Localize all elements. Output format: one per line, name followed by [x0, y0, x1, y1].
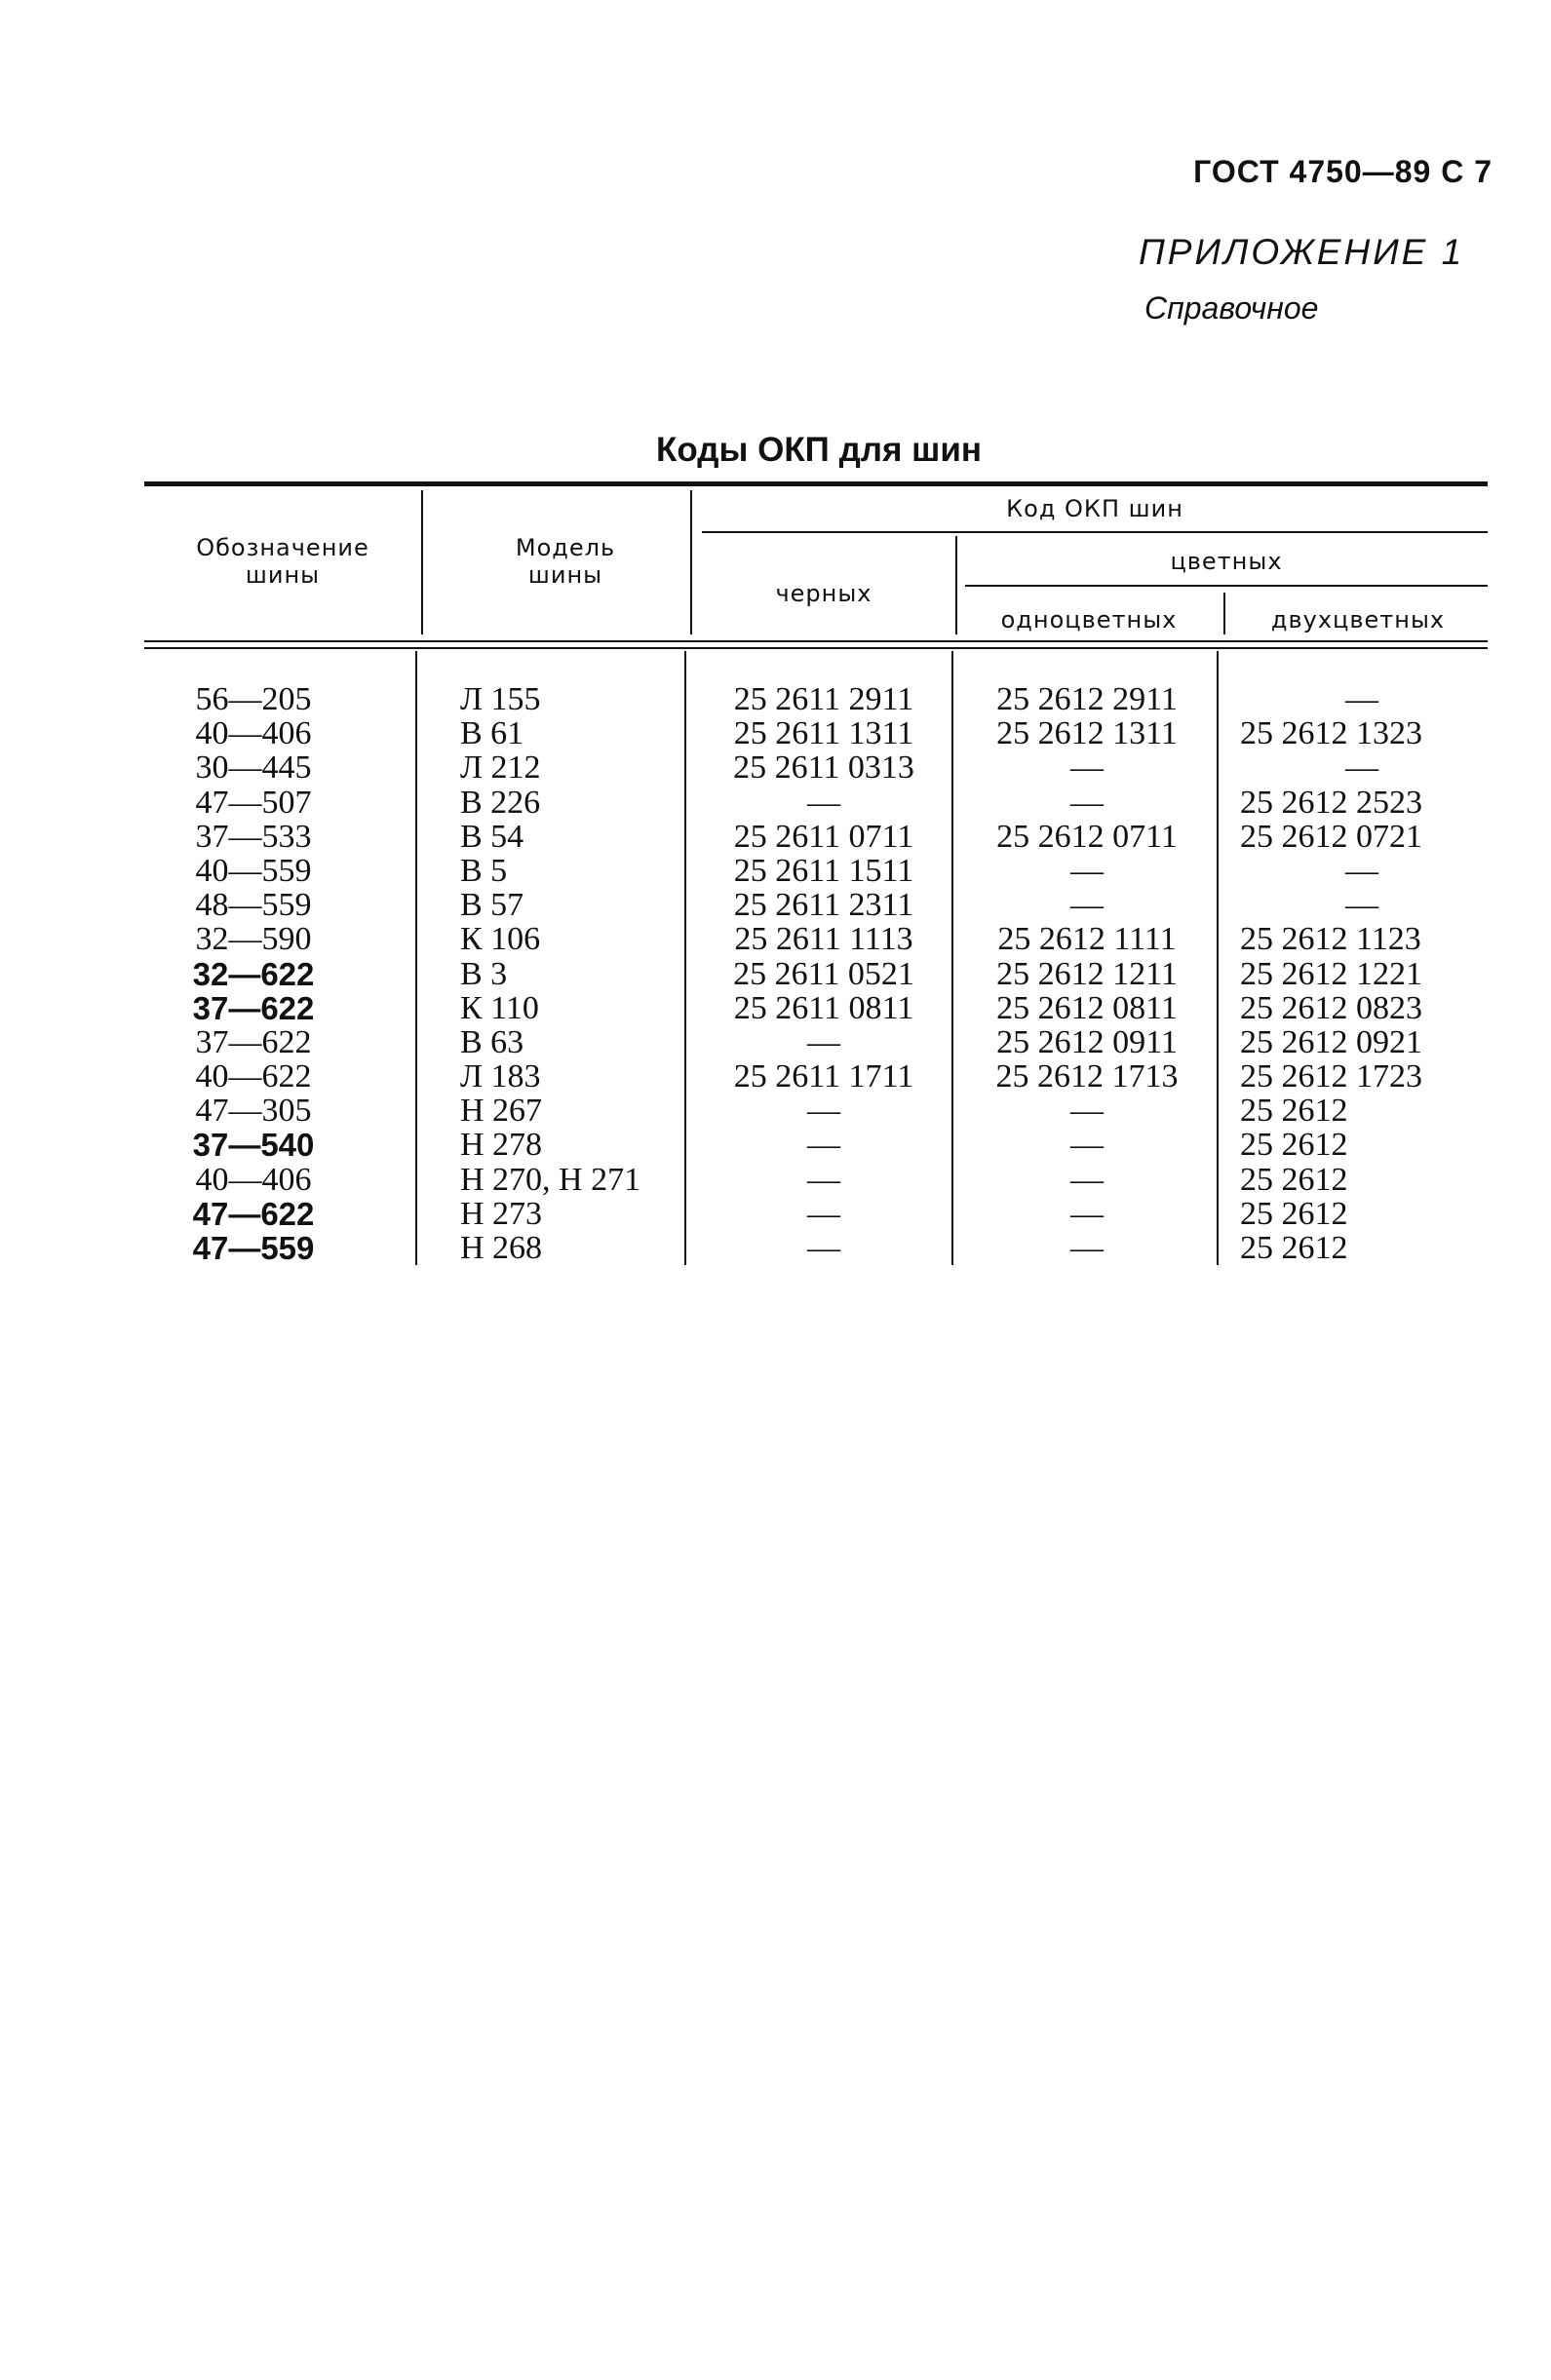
table-cell: 25 2612 1723 [1240, 1058, 1422, 1095]
cell-text: — [1345, 887, 1378, 924]
table-cell: — [1070, 1195, 1104, 1232]
table-cell: В 57 [460, 887, 524, 924]
col-divider-3-body [951, 651, 953, 1265]
table-cell: 25 2611 1113 [734, 921, 913, 958]
table-cell: Л 212 [460, 749, 541, 787]
header-black: черных [775, 580, 872, 607]
table-cell: — [807, 1023, 840, 1060]
table-cell: 25 2612 2523 [1240, 784, 1422, 821]
table-cell: Н 268 [460, 1230, 543, 1266]
table-cell: 25 2612 1323 [1240, 715, 1422, 752]
table-cell: 25 2611 2911 [733, 681, 914, 717]
table-cell: 37—622 [192, 989, 315, 1026]
table-cell: Н 267 [460, 1093, 543, 1130]
table-cell: 25 2612 [1240, 1230, 1348, 1266]
table-cell: 25 2612 1311 [996, 715, 1178, 752]
table-cell: 40—622 [195, 1058, 312, 1095]
cell-text: — [1345, 749, 1378, 787]
table-cell: — [1070, 1230, 1104, 1266]
table-cell: 25 2612 2911 [996, 681, 1178, 717]
colored-under-rule [965, 585, 1488, 587]
table-cell: В 63 [460, 1023, 524, 1060]
table-cell: — [1070, 749, 1104, 787]
table-cell: В 226 [460, 784, 541, 821]
table-cell: 25 2611 1511 [733, 852, 914, 889]
appendix-label: ПРИЛОЖЕНИЕ 1 [1139, 232, 1465, 272]
table-cell: 25 2612 0721 [1240, 818, 1422, 855]
table-cell: 47—559 [192, 1230, 315, 1266]
table-top-rule [144, 481, 1488, 486]
table-cell: 25 2612 1211 [996, 955, 1178, 992]
table-cell: — [1070, 784, 1104, 821]
table-cell: 47—622 [192, 1195, 315, 1232]
table-cell: 25 2611 0313 [733, 749, 914, 787]
col-divider-1 [421, 490, 423, 634]
table-cell: — [807, 1093, 840, 1130]
table-cell [1240, 888, 1484, 922]
table-cell: 25 2611 1311 [733, 715, 914, 752]
table-cell: 25 2612 0823 [1240, 989, 1422, 1026]
table-cell: — [1070, 1127, 1104, 1164]
table-title: Коды ОКП для шин [655, 431, 982, 469]
table-cell: 25 2612 [1240, 1195, 1348, 1232]
table-cell: 47—305 [195, 1093, 312, 1130]
header-bottom-rule [144, 640, 1488, 642]
table-cell: 25 2611 1711 [733, 1058, 914, 1095]
table-cell: 37—533 [195, 818, 312, 855]
table-cell: 40—559 [195, 852, 312, 889]
table-cell: 25 2612 1123 [1240, 921, 1421, 958]
table-cell: 48—559 [195, 887, 312, 924]
header-colored: цветных [1170, 548, 1283, 575]
header-designation: Обозначение шины [196, 534, 369, 589]
table-cell: К 106 [460, 921, 541, 958]
table-cell: 25 2612 [1240, 1127, 1348, 1164]
header-model: Модель шины [515, 534, 616, 589]
col-divider-2-body [684, 651, 686, 1265]
table-cell [1240, 750, 1484, 785]
table-cell: 32—622 [192, 955, 315, 992]
table-cell: 25 2612 1221 [1240, 955, 1422, 992]
column-model [460, 682, 640, 1265]
cell-text: — [1345, 681, 1378, 717]
table-cell: 25 2612 1713 [995, 1058, 1179, 1095]
table-cell: Н 270, Н 271 [460, 1161, 641, 1198]
cell-text: — [1345, 852, 1378, 889]
table-cell: Н 278 [460, 1127, 543, 1164]
table-cell: 40—406 [195, 1161, 312, 1198]
table-cell [1240, 854, 1484, 888]
table-cell: 30—445 [195, 749, 312, 787]
table-cell: — [807, 1127, 840, 1164]
table-cell: — [807, 1230, 840, 1266]
table-cell: — [1070, 1093, 1104, 1130]
table-cell: 25 2612 1111 [997, 921, 1177, 958]
table-cell: — [807, 1161, 840, 1198]
table-cell: К 110 [460, 989, 539, 1026]
table-cell: 32—590 [195, 921, 312, 958]
column-black [717, 682, 931, 1265]
column-two-color [1240, 682, 1484, 1265]
table-cell: — [807, 784, 840, 821]
col-divider-4-body [1217, 651, 1219, 1265]
table-cell: 25 2612 0921 [1240, 1023, 1422, 1060]
table-cell: Л 155 [460, 681, 541, 717]
col-divider-4 [1223, 593, 1225, 634]
table-cell: — [1070, 887, 1104, 924]
table-cell: 25 2612 0811 [996, 989, 1178, 1026]
appendix-type: Справочное [1144, 290, 1319, 326]
column-one-color [979, 682, 1195, 1265]
table-cell: В 3 [460, 955, 508, 992]
table-cell: 25 2612 0711 [996, 818, 1178, 855]
table-cell: — [807, 1195, 840, 1232]
table-cell: — [1070, 1161, 1104, 1198]
table-cell: 25 2611 2311 [733, 887, 914, 924]
okp-under-rule [702, 531, 1488, 533]
col-divider-2 [690, 490, 692, 634]
table-cell: 25 2612 [1240, 1093, 1348, 1130]
header-okp: Код ОКП шин [1006, 495, 1183, 522]
table-cell: 25 2611 0711 [733, 818, 914, 855]
header-two-color: двухцветных [1270, 606, 1446, 633]
table-cell: Л 183 [460, 1058, 541, 1095]
table-cell: 25 2611 0521 [733, 955, 914, 992]
column-designation [146, 682, 361, 1265]
table-cell: Н 273 [460, 1195, 543, 1232]
table-cell: 25 2611 0811 [733, 989, 914, 1026]
table-cell: 25 2612 0911 [996, 1023, 1178, 1060]
table-cell: В 5 [460, 852, 508, 889]
table-cell: 25 2612 [1240, 1161, 1348, 1198]
table-cell: — [1070, 852, 1104, 889]
table-cell: 37—540 [192, 1127, 315, 1164]
table-cell: 56—205 [195, 681, 312, 717]
table-cell [1240, 682, 1484, 716]
table-cell: 47—507 [195, 784, 312, 821]
standard-code: ГОСТ 4750—89 С 7 [1193, 154, 1493, 189]
header-bottom-rule-2 [144, 647, 1488, 649]
table-cell: 37—622 [195, 1023, 312, 1060]
table-cell: 40—406 [195, 715, 312, 752]
table-cell: В 61 [460, 715, 524, 752]
header-one-color: одноцветных [1000, 606, 1178, 633]
col-divider-1-body [415, 651, 417, 1265]
table-cell: В 54 [460, 818, 524, 855]
